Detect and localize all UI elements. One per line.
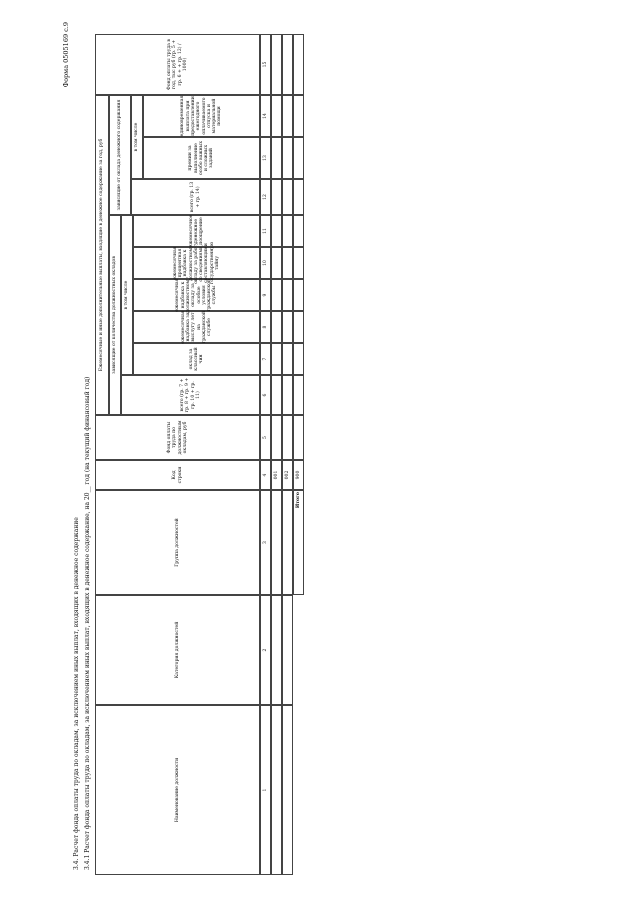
- header-col-15: Фонд оплаты труда в год, тыс руб (гр. 5 + гр. 6 + + гр. 12) / 1000): [95, 34, 260, 95]
- table-cell[interactable]: [282, 375, 293, 415]
- header-line-code: Код строки: [95, 460, 260, 490]
- table-cell[interactable]: [282, 34, 293, 95]
- table-cell[interactable]: [271, 705, 282, 875]
- table-cell[interactable]: [282, 705, 293, 875]
- total-cell[interactable]: [293, 415, 304, 460]
- header-position-group: Группа должностей: [95, 490, 260, 595]
- table-cell[interactable]: [271, 247, 282, 279]
- subsection-heading: 3.4.1 Расчет фонда оплаты труда по окладам, за исключением иных выплат, входящих в денежное содержание, на 20__ год (на текущий финансовый год): [84, 376, 91, 870]
- table-cell[interactable]: [282, 179, 293, 215]
- col-number: 4: [260, 460, 271, 490]
- total-cell[interactable]: [293, 179, 304, 215]
- col-number: 1: [260, 705, 271, 875]
- col-number: 15: [260, 34, 271, 95]
- table-cell[interactable]: [271, 311, 282, 343]
- total-cell[interactable]: [293, 137, 304, 179]
- table-cell[interactable]: [282, 215, 293, 247]
- col-number: 11: [260, 215, 271, 247]
- table-cell[interactable]: [282, 343, 293, 375]
- table-cell[interactable]: [282, 490, 293, 595]
- header-position-category: Категория должностей: [95, 595, 260, 705]
- header-col-8: ежемесячная надбавка за выслугу лет на гражданской службе: [133, 311, 260, 343]
- table-cell[interactable]: [271, 343, 282, 375]
- row-code[interactable]: 002: [282, 460, 293, 490]
- header-dependent-salary: зависящие от количества должностных окладов: [109, 215, 121, 415]
- total-cell[interactable]: [293, 247, 304, 279]
- total-code: 900: [293, 460, 304, 490]
- col-number: 6: [260, 375, 271, 415]
- total-cell[interactable]: [293, 34, 304, 95]
- form-code: Форма 0505169 с.9: [62, 22, 70, 88]
- col-number: 5: [260, 415, 271, 460]
- header-col-11: ежемесячное денежное поощрение: [133, 215, 260, 247]
- col-number: 10: [260, 247, 271, 279]
- table-cell[interactable]: [282, 415, 293, 460]
- header-position-name: Наименование должности: [95, 705, 260, 875]
- row-code[interactable]: 001: [271, 460, 282, 490]
- table-cell[interactable]: [271, 375, 282, 415]
- table-cell[interactable]: [282, 595, 293, 705]
- header-total-12: всего (гр. 13 + гр. 14): [131, 179, 260, 215]
- table-cell[interactable]: [271, 215, 282, 247]
- table-cell[interactable]: [282, 137, 293, 179]
- table-cell[interactable]: [282, 279, 293, 311]
- table-cell[interactable]: [271, 415, 282, 460]
- table-cell[interactable]: [271, 490, 282, 595]
- header-col-9: ежемесячная надбавка к должностному окладу за особые условия гражданской службы: [133, 279, 260, 311]
- table-cell[interactable]: [271, 95, 282, 137]
- header-col-13: премии за выполнение особо важных и сложных заданий: [143, 137, 260, 179]
- total-cell[interactable]: [293, 311, 304, 343]
- total-cell[interactable]: [293, 279, 304, 311]
- section-heading: 3.4. Расчет фонда оплаты труда по окладам, за исключением иных выплат, входящих в денежное содержание: [73, 517, 80, 870]
- table-cell[interactable]: [271, 34, 282, 95]
- table-cell[interactable]: [271, 137, 282, 179]
- header-dependent-monetary: зависящие от оклада денежного содержания: [109, 95, 131, 215]
- total-cell[interactable]: [293, 343, 304, 375]
- header-including-a: в том числе: [121, 215, 133, 375]
- table-cell[interactable]: [271, 595, 282, 705]
- col-number: 9: [260, 279, 271, 311]
- total-cell[interactable]: [293, 95, 304, 137]
- header-col-7: оклад за классный чин: [133, 343, 260, 375]
- table-cell[interactable]: [282, 247, 293, 279]
- header-total-6: всего (гр. 7 + гр. 8 + гр. 9 + гр. 10 + гр. 11): [121, 375, 260, 415]
- col-number: 13: [260, 137, 271, 179]
- header-col-10: ежемесячная процентная надбавка к должностному окладу за работу со сведениями, составляющими государственную тайну: [133, 247, 260, 279]
- payroll-table: [95, 34, 320, 875]
- col-number: 12: [260, 179, 271, 215]
- col-number: 14: [260, 95, 271, 137]
- col-number: 3: [260, 490, 271, 595]
- table-cell[interactable]: [282, 95, 293, 137]
- header-including-b: в том числе: [131, 95, 143, 179]
- col-number: 7: [260, 343, 271, 375]
- header-monthly-group: Ежемесячные и иные дополнительные выплаты, входящие в денежное содержание за год, руб: [95, 95, 109, 415]
- col-number: 2: [260, 595, 271, 705]
- header-salary-fund: Фонд оплаты труда по должностным окладам, руб: [95, 415, 260, 460]
- total-cell[interactable]: [293, 375, 304, 415]
- header-col-14: единовременная выплата при предоставлении ежегодного оплачиваемого отпуска и материальной помощи: [143, 95, 260, 137]
- total-cell[interactable]: [293, 215, 304, 247]
- total-label: Итого: [293, 490, 304, 595]
- col-number: 8: [260, 311, 271, 343]
- table-cell[interactable]: [282, 311, 293, 343]
- table-cell[interactable]: [271, 279, 282, 311]
- table-cell[interactable]: [271, 179, 282, 215]
